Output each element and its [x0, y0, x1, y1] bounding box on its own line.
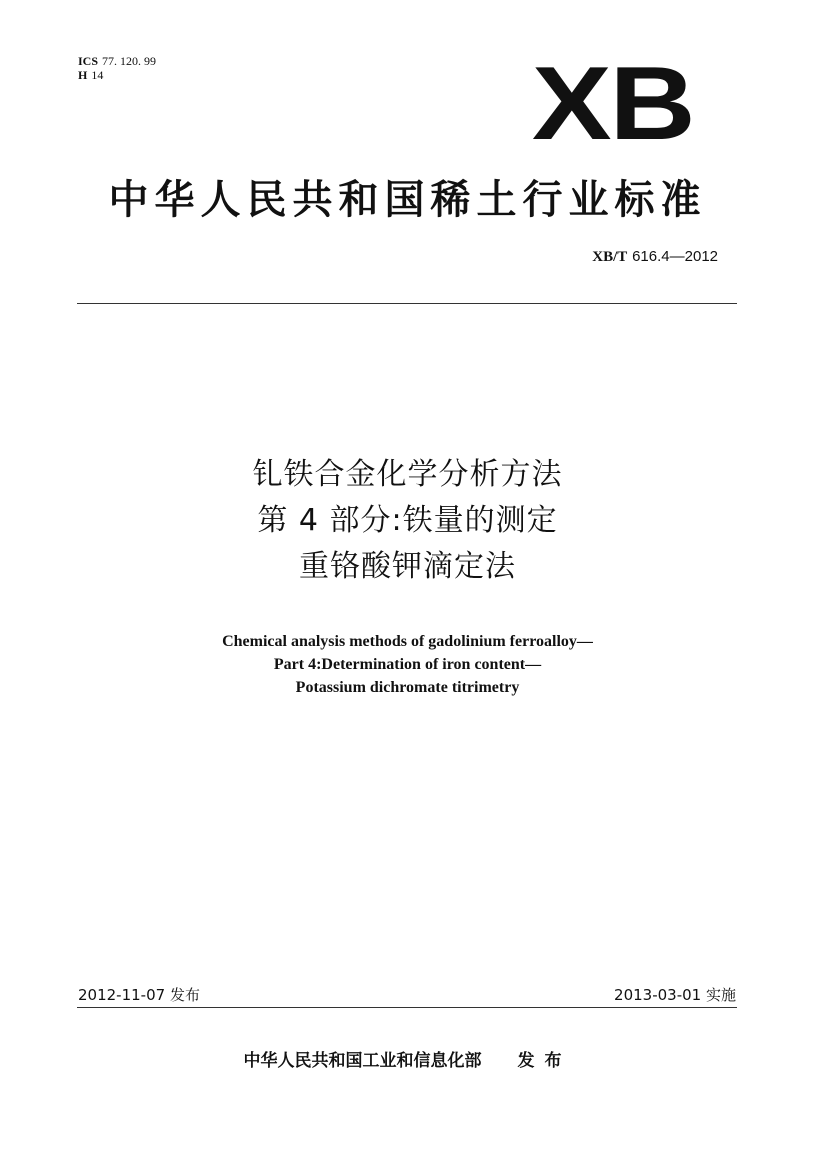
class-code: 14 [91, 68, 104, 82]
english-title-line-1: Chemical analysis methods of gadolinium ferroalloy— [222, 633, 593, 650]
standard-number-value: 616.4—2012 [632, 248, 718, 265]
xb-logo: XB [531, 46, 693, 162]
english-title [0, 630, 815, 699]
header-divider [77, 303, 737, 304]
english-title-line-2: Part 4:Determination of iron content— [273, 656, 542, 673]
standard-number [592, 247, 718, 266]
ics-label: ICS [78, 54, 99, 68]
publisher [0, 1046, 815, 1071]
standard-title: 中华人民共和国稀土行业标准 [108, 177, 707, 223]
class-label: H [78, 68, 88, 82]
chinese-title-line-2: 第 4 部分:铁量的测定 [257, 503, 558, 538]
english-title-line-3: Potassium dichromate titrimetry [295, 679, 520, 696]
publish-action: 发布 [517, 1051, 572, 1071]
footer-divider [77, 1007, 737, 1008]
ics-line [78, 54, 156, 68]
ics-code: 77. 120. 99 [102, 54, 157, 68]
class-line [78, 68, 156, 82]
chinese-title-line-3: 重铬酸钾滴定法 [299, 549, 516, 584]
chinese-title [0, 452, 815, 590]
issue-date: 2012-11-07 发布 [78, 986, 200, 1004]
publisher-name: 中华人民共和国工业和信息化部 [243, 1051, 482, 1071]
classification-codes [78, 54, 156, 82]
chinese-title-line-1: 钆铁合金化学分析方法 [252, 457, 563, 492]
standard-number-prefix: XB/T [592, 249, 628, 265]
implementation-date: 2013-03-01 实施 [614, 986, 736, 1004]
